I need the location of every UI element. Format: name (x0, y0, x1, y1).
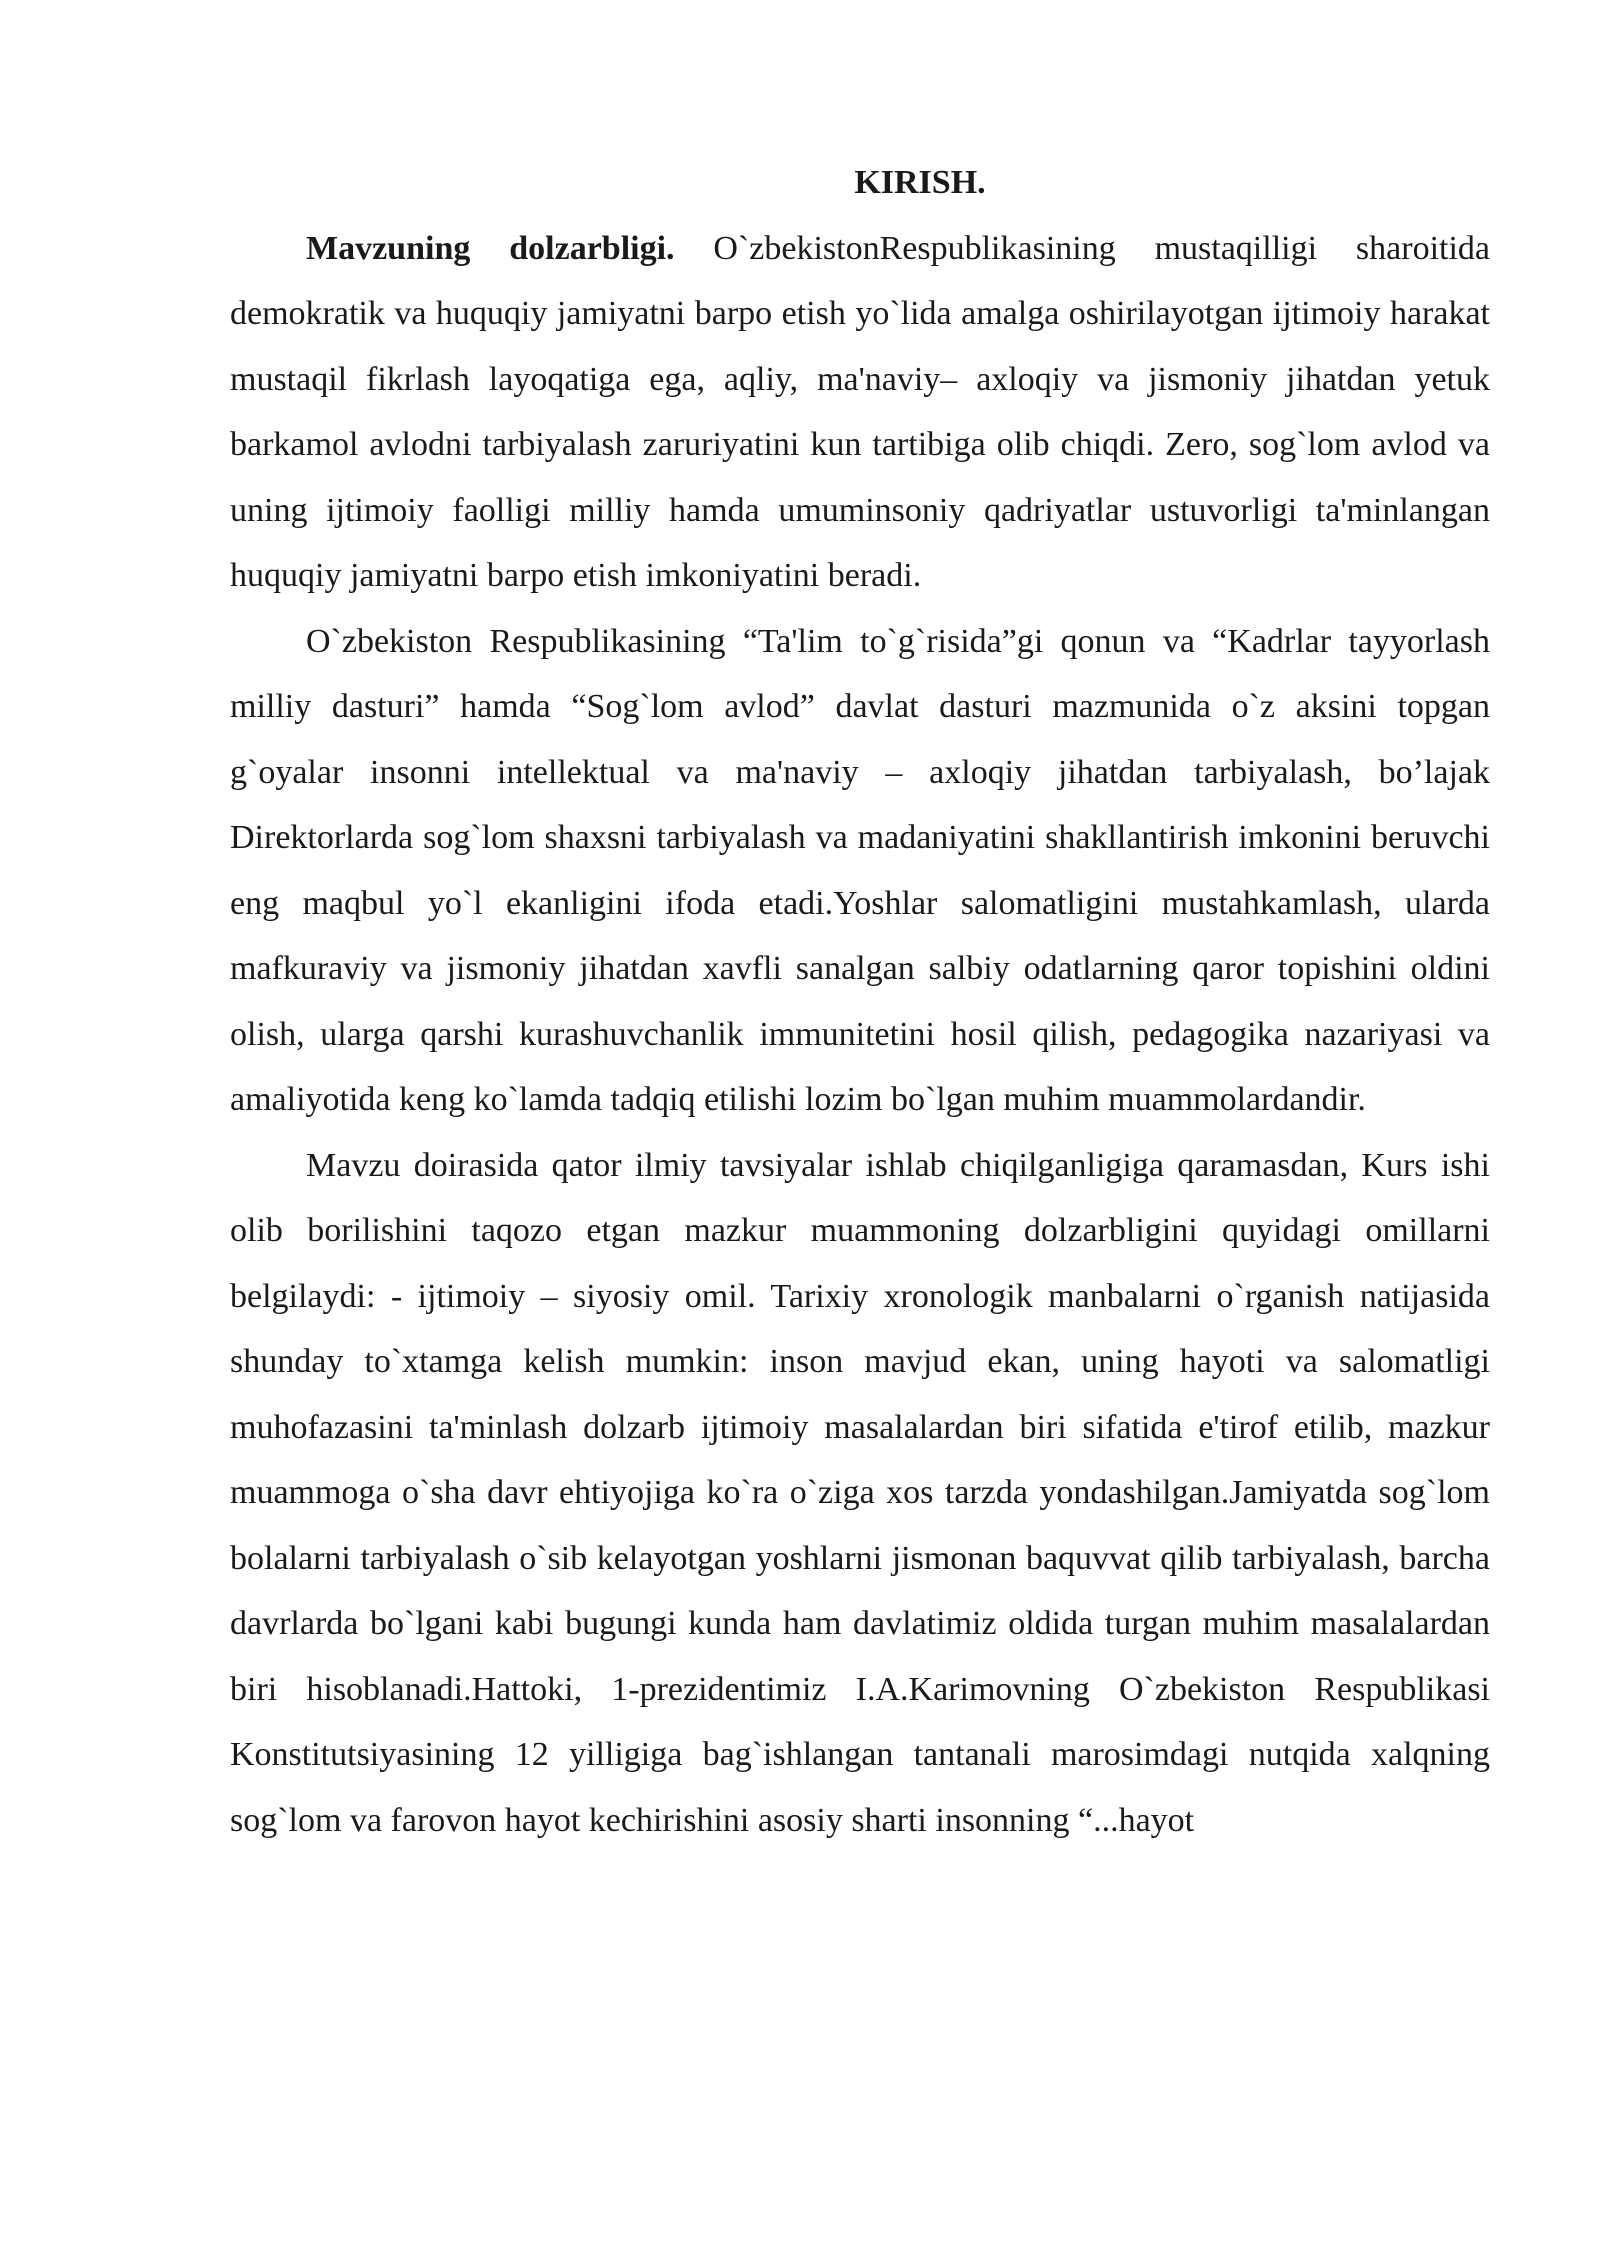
section-title: KIRISH. (854, 164, 986, 201)
paragraph-text: Mavzu doirasida qator ilmiy tavsiyalar ishlab chiqilganligiga qaramasdan, Kurs ishi olib borilishini taqozo etgan mazkur muammoning dolzarbligini quyidagi omillarni belgilaydi: - ijtimoiy – siyosiy omil. Tarixiy xronologik manbalarni o`rganish natijasida shunday to`xtamga kelish mumkin: inson mavjud ekan, uning hayoti va salomatligi muhofazasini ta'minlash dolzarb ijtimoiy masalalardan biri sifatida e'tirof etilib, mazkur muammoga o`sha davr ehtiyojiga ko`ra o`ziga xos tarzda yondashilgan.Jamiyatda sog`lom bolalarni tarbiyalash o`sib kelayotgan yoshlarni jismonan baquvvat qilib tarbiyalash, barcha davrlarda bo`lgani kabi bugungi kunda ham davlatimiz oldida turgan muhim masalalardan biri hisoblanadi.Hattoki, 1-prezidentimiz I.A.Karimovning O`zbekiston Respublikasi Konstitutsiyasining 12 yilligiga bag`ishlangan tantanali marosimdagi nutqida xalqning sog`lom va farovon hayot kechirishini asosiy sharti insonning “...hayot (230, 1146, 1490, 1839)
paragraph-laws (230, 609, 1490, 1133)
document-body (230, 150, 1490, 1853)
paragraph-text: O`zbekistonRespublikasining mustaqilligi sharoitida demokratik va huquqiy jamiyatni barpo etish yo`lida amalga oshirilayotgan ijtimoiy harakat mustaqil fikrlash layoqatiga ega, aqliy, ma'naviy– axloqiy va jismoniy jihatdan yetuk barkamol avlodni tarbiyalash zaruriyatini kun tartibiga olib chiqdi. Zero, sog`lom avlod va uning ijtimoiy faolligi milliy hamda umuminsoniy qadriyatlar ustuvorligi ta'minlangan huquqiy jamiyatni barpo etish imkoniyatini beradi. (230, 229, 1491, 594)
paragraph-lead-heading: Mavzuning dolzarbligi. (306, 229, 675, 267)
paragraph-factors (230, 1133, 1490, 1854)
paragraph-text: O`zbekiston Respublikasining “Ta'lim to`g`risida”gi qonun va “Kadrlar tayyorlash milliy dasturi” hamda “Sog`lom avlod” davlat dasturi mazmunida o`z aksini topgan g`oyalar insonni intellektual va ma'naviy – axloqiy jihatdan tarbiyalash, bo’lajak Direktorlarda sog`lom shaxsni tarbiyalash va madaniyatini shakllantirish imkonini beruvchi eng maqbul yo`l ekanligini ifoda etadi.Yoshlar salomatligini mustahkamlash, ularda mafkuraviy va jismoniy jihatdan xavfli sanalgan salbiy odatlarning qaror topishini oldini olish, ularga qarshi kurashuvchanlik immunitetini hosil qilish, pedagogika nazariyasi va amaliyotida keng ko`lamda tadqiq etilishi lozim bo`lgan muhim muammolardandir. (230, 622, 1490, 1118)
paragraph-relevance (230, 216, 1490, 609)
